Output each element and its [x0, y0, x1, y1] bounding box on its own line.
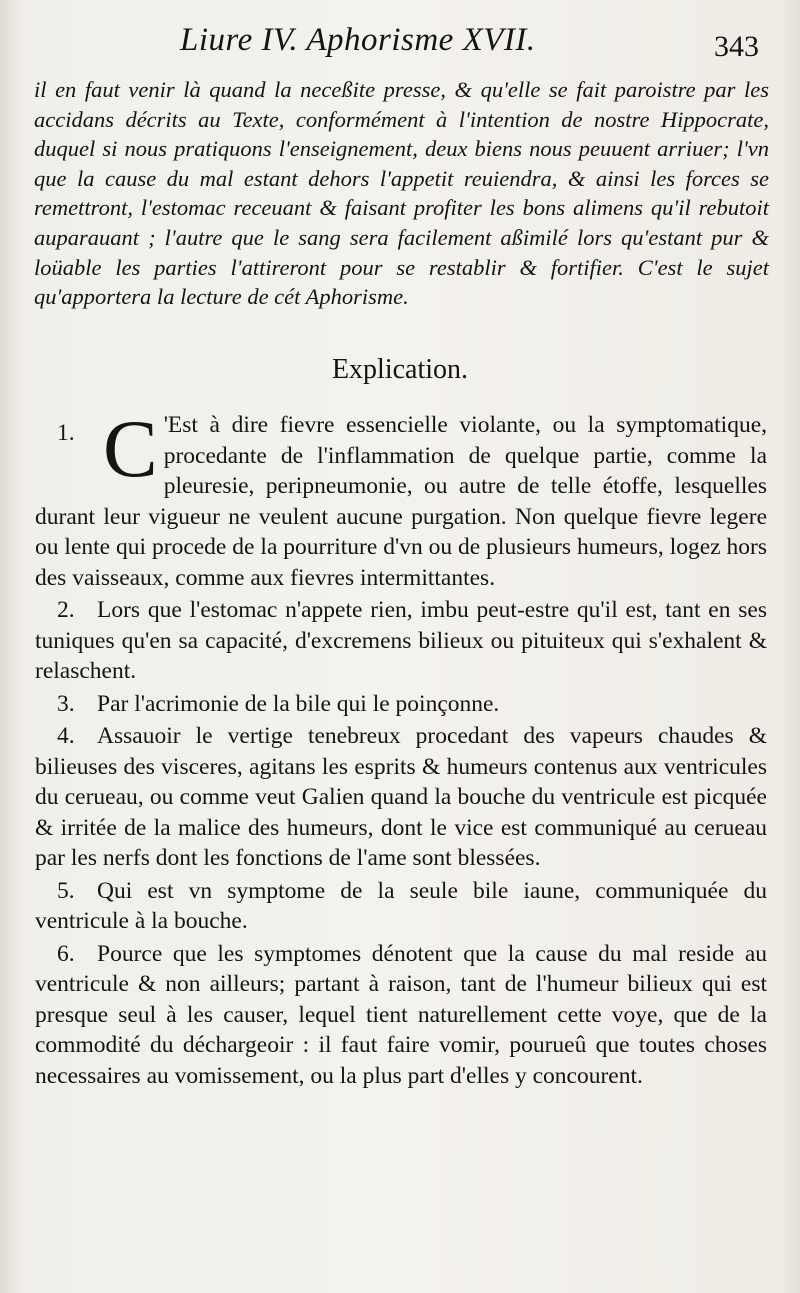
item-text: Qui est vn symptome de la seule bile iaune, communiquée du ventricule à la bouche.: [35, 877, 767, 934]
explication-item-4: [35, 721, 767, 874]
running-title: Liure IV. Aphorisme XVII.: [180, 22, 536, 58]
page-number: 343: [714, 30, 759, 63]
item-text: Par l'acrimonie de la bile qui le poinçonne.: [97, 690, 500, 717]
item-number: 2.: [57, 597, 75, 623]
item-number: 6.: [57, 940, 75, 967]
explication-item-3: [35, 689, 767, 720]
explication-item-6: [35, 939, 767, 1092]
item-text: Lors que l'estomac n'appete rien, imbu peut-estre qu'il est, tant en ses tuniques qu'en sa capacité, d'excremens bilieux ou pituiteux qui s'exhalent & relaschent.: [35, 597, 767, 684]
explication-item-5: [35, 876, 767, 937]
item-text: Assauoir le vertige tenebreux procedant des vapeurs chaudes & bilieuses des visceres, agitans les esprits & humeurs contenus aux ventricules du cerueau, ou comme veut Galien quand la bouche du ventricule est picquée & irritée de la malice des humeurs, dont le vice est communiqué au cerueau par les nerfs dont les fonctions de l'ame sont blessées.: [35, 723, 767, 871]
explication-body: [35, 403, 767, 1091]
item-number: 3.: [57, 690, 75, 717]
section-heading: Explication.: [331, 354, 469, 385]
intro-paragraph: il en faut venir là quand la neceßite presse, & qu'elle se fait paroistre par les accidans décrits au Texte, conformément à l'intention de nostre Hippocrate, duquel si nous pratiquons l'enseignement, deux biens nous peuuent arriuer; l'vn que la cause du mal estant dehors l'appetit reuiendra, & ainsi les forces se remettront, l'estomac receuant & faisant profiter les bons alimens qu'il rebutoit auparauant ; l'autre que le sang sera facilement aßimilé lors qu'estant pur & loüable les parties l'attireront pour se restablir & fortifier. C'est le sujet qu'apportera la lecture de cét Aphorisme.: [34, 77, 769, 310]
explication-item-2: [35, 595, 767, 687]
drop-cap: C: [103, 403, 158, 494]
item-number: 1.: [57, 420, 75, 446]
item-text: 'Est à dire fievre essencielle violante, ou la symptomatique, procedante de l'inflammation de quelque partie, comme la pleuresie, peripneumonie, ou autre de telle étoffe, lesquelles durant leur vigueur ne veulent aucune purgation. Non quelque fievre legere ou lente qui procede de la pourriture d'vn ou de plusieurs humeurs, logez hors des vaisseaux, comme aux fievres intermittantes.: [35, 412, 767, 591]
item-number: 4.: [57, 723, 75, 749]
explication-item-1: [35, 403, 767, 593]
item-number: 5.: [57, 877, 75, 904]
item-text: Pource que les symptomes dénotent que la cause du mal reside au ventricule & non ailleurs; partant à raison, tant de l'humeur bilieux qui est presque seul à les causer, lequel tient naturellement cette voye, que de la commodité du déchargeoir : il faut faire vomir, pourueû que toutes choses necessaires au vomissement, ou la plus part d'elles y concourent.: [35, 940, 767, 1089]
